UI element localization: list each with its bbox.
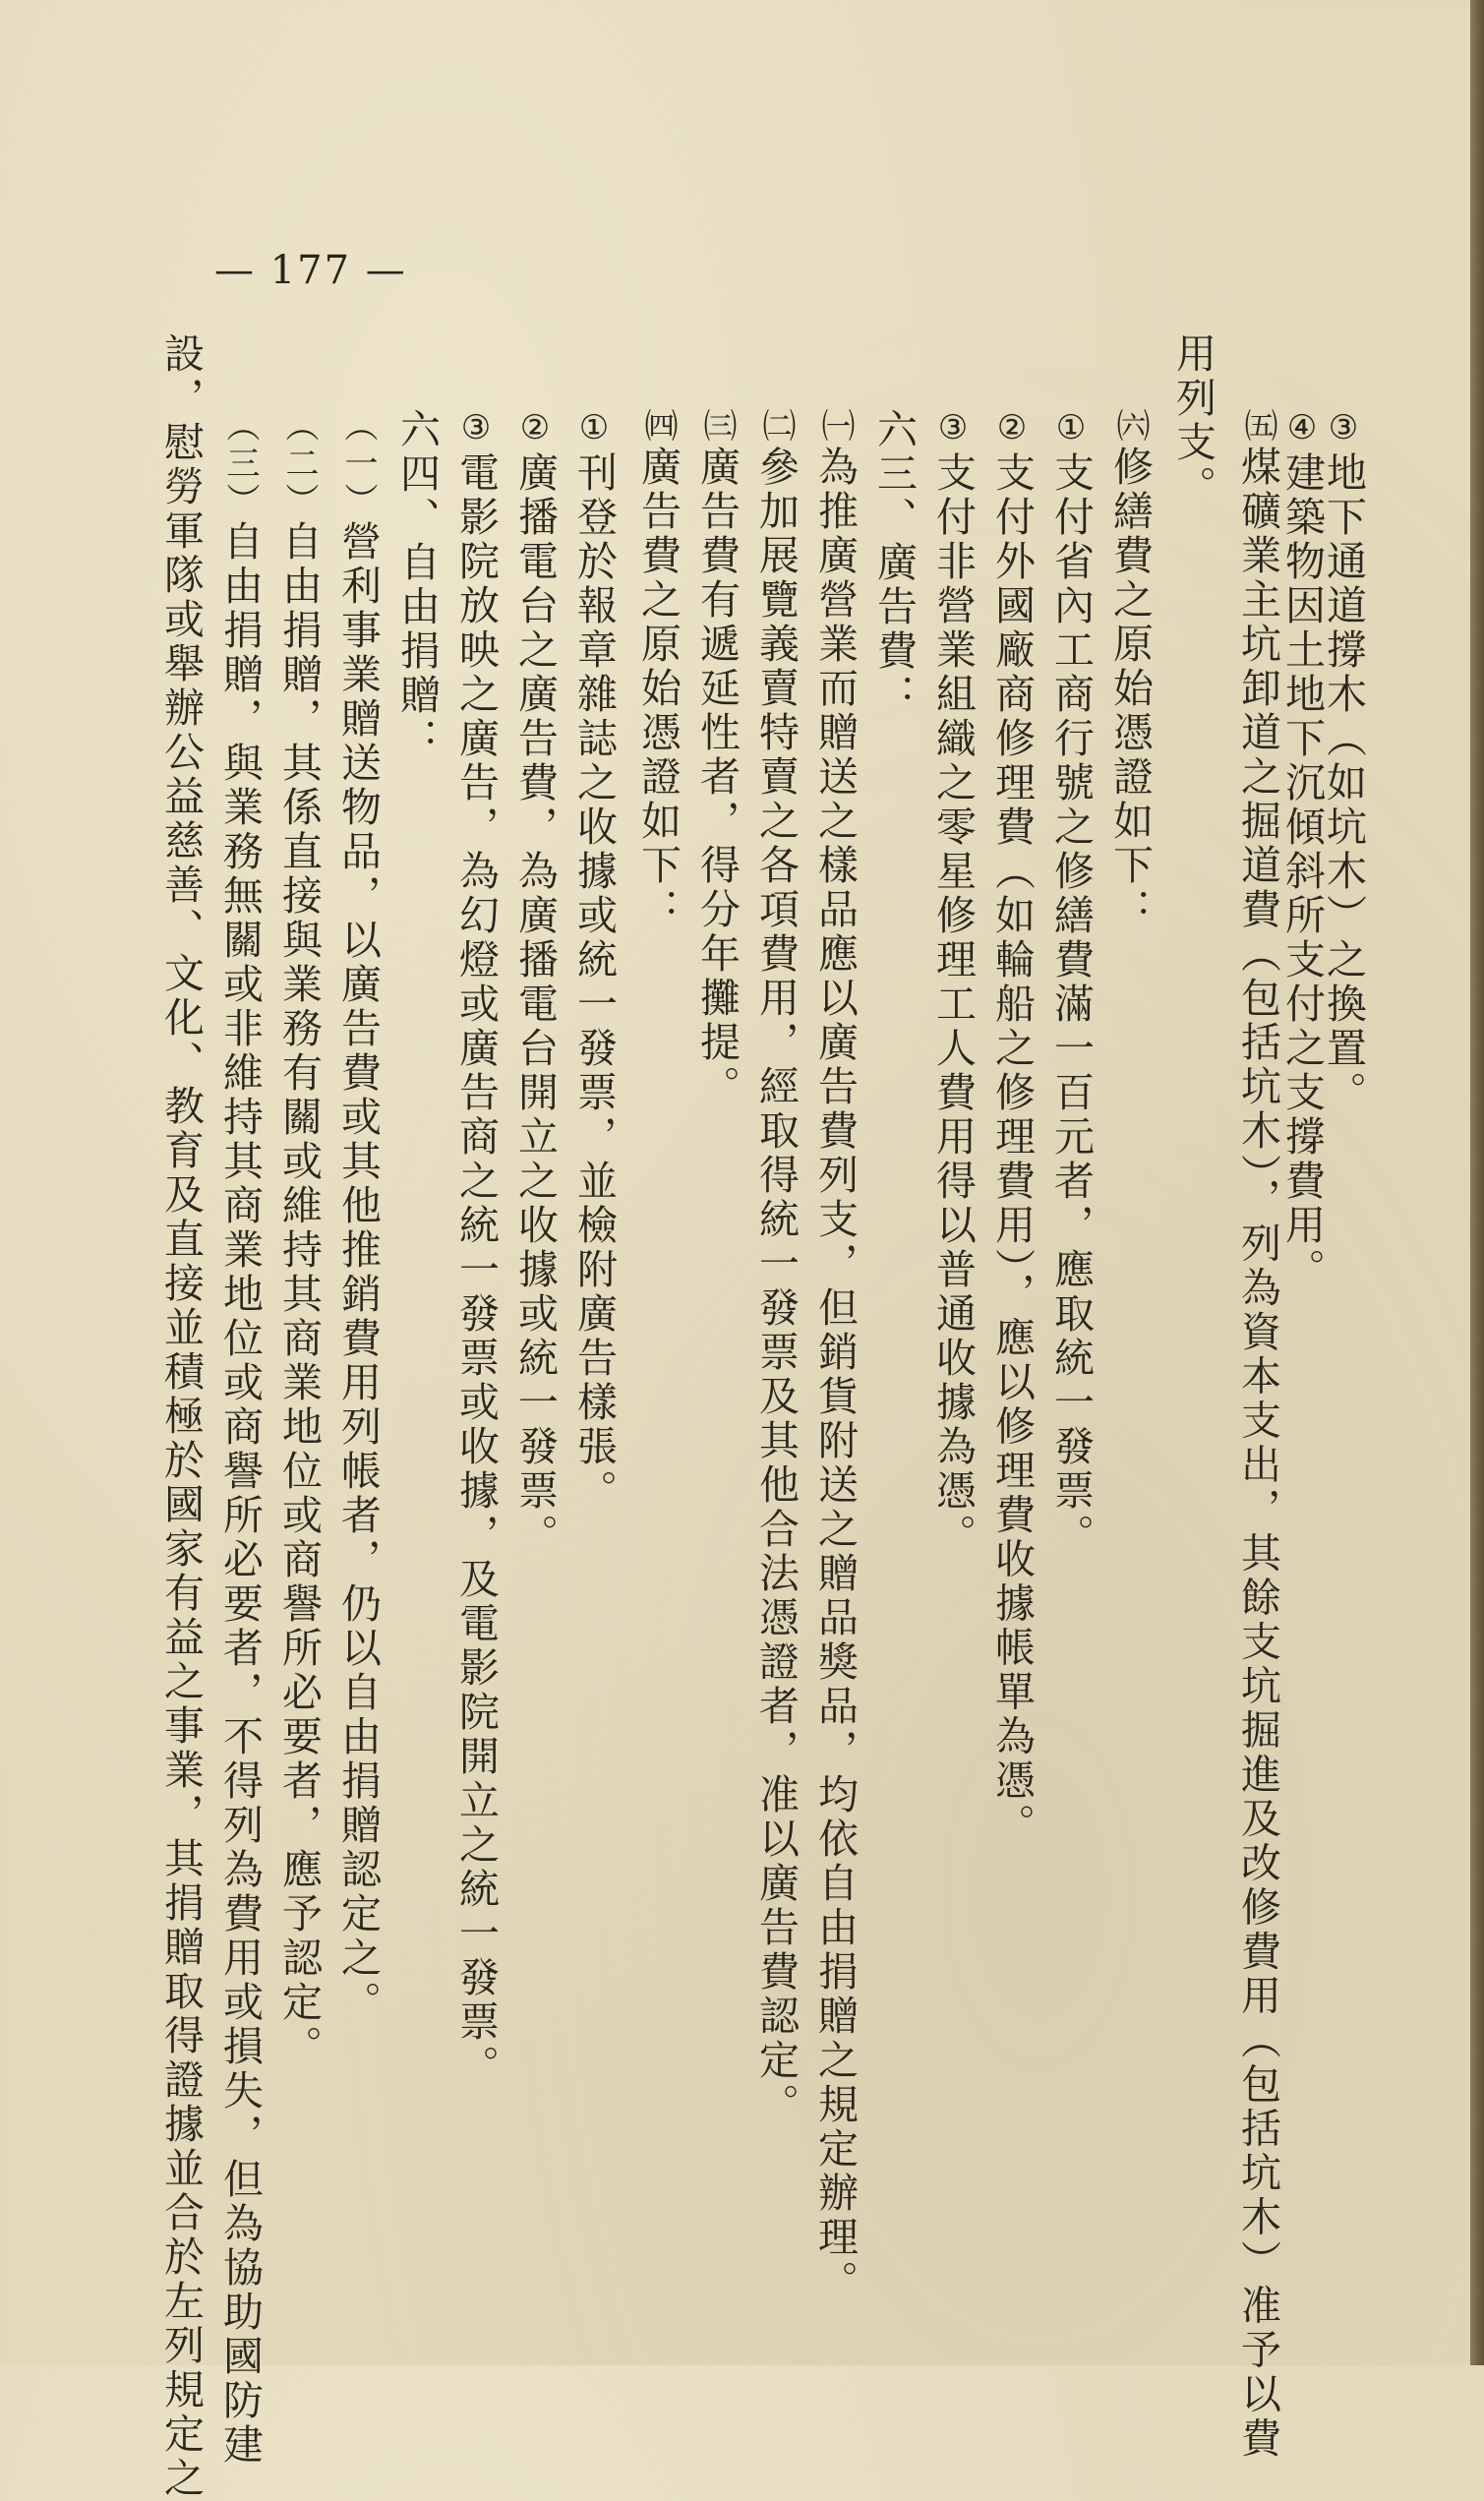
text-column-3	[1234, 408, 1281, 2462]
item-marker: ㈡	[756, 408, 796, 446]
text-column-21	[157, 332, 205, 2501]
column-text: 刊登於報章雜誌之收據或統一發票，並檢附廣告樣張。	[570, 451, 618, 1514]
item-marker: （三）	[220, 408, 260, 520]
item-marker: ③	[933, 408, 973, 451]
item-marker: ㈤	[1238, 408, 1277, 446]
column-text: 支付非營業組織之零星修理工人費用得以普通收據為憑。	[929, 451, 977, 1558]
item-marker: ④	[1282, 408, 1322, 451]
column-text: 電影院放映之廣告，為幻燈或廣告商之統一發票或收據，及電影院開立之統一發票。	[452, 451, 500, 2089]
text-column-7	[988, 408, 1036, 1848]
column-text: 設，慰勞軍隊或舉辦公益慈善、文化、教育及直接並積極於國家有益之事業，其捐贈取得證據並合於左列規定之	[157, 332, 205, 2501]
column-text: 廣播電台之廣告費，為廣播電台開立之收據或統一發票。	[511, 451, 559, 1558]
text-column-5	[1106, 408, 1154, 932]
item-marker: ①	[574, 408, 614, 451]
item-marker: ③	[1324, 408, 1363, 451]
text-column-9-section-heading	[870, 408, 918, 718]
text-column-16	[452, 408, 500, 2089]
text-column-8	[929, 408, 977, 1558]
text-column-17-section-heading	[393, 408, 441, 762]
column-text: 地下通道撐木（如坑木）之換置。	[1320, 451, 1367, 1115]
text-column-19	[275, 408, 323, 2069]
column-text: 煤礦業主坑卸道之掘道費（包括坑木），列為資本支出，其餘支坑掘進及改修費用（包括坑木）准予以費	[1234, 446, 1281, 2462]
column-text: 用列支。	[1169, 332, 1217, 509]
section-heading: 六三、廣告費：	[870, 408, 918, 718]
column-text: 廣告費有遞延性者，得分年攤提。	[693, 446, 741, 1109]
item-marker: ㈢	[697, 408, 737, 446]
text-column-18	[334, 408, 382, 2025]
item-marker: ㈠	[815, 408, 855, 446]
item-marker: ①	[1051, 408, 1091, 451]
item-marker: ②	[992, 408, 1032, 451]
item-marker: （二）	[279, 408, 319, 520]
text-column-2	[1278, 408, 1326, 1292]
page-edge	[1470, 0, 1484, 2365]
column-text: 營利事業贈送物品，以廣告費或其他推銷費用列帳者，仍以自由捐贈認定之。	[334, 520, 382, 2025]
text-column-20	[216, 408, 264, 2468]
text-column-14	[570, 408, 618, 1514]
text-column-11	[752, 408, 800, 2127]
item-marker: ③	[456, 408, 496, 451]
column-text: 廣告費之原始憑證如下：	[634, 446, 682, 932]
text-column-6	[1047, 408, 1095, 1558]
column-text: 自由捐贈，其係直接與業務有關或維持其商業地位或商譽所必要者，應予認定。	[275, 520, 323, 2069]
item-marker: （一）	[338, 408, 378, 520]
text-column-1	[1320, 408, 1367, 1115]
column-text: 參加展覽義賣特賣之各項費用，經取得統一發票及其他合法憑證者，准以廣告費認定。	[752, 446, 800, 2127]
item-marker: ㈣	[638, 408, 678, 446]
column-text: 支付外國廠商修理費（如輪船之修理費用），應以修理費收據帳單為憑。	[988, 451, 1036, 1848]
column-text: 支付省內工商行號之修繕費滿一百元者，應取統一發票。	[1047, 451, 1095, 1558]
text-column-15	[511, 408, 559, 1558]
column-text: 自由捐贈，與業務無關或非維持其商業地位或商譽所必要者，不得列為費用或損失，但為協助國防建	[216, 520, 264, 2468]
text-column-13	[634, 408, 682, 932]
column-text: 修繕費之原始憑證如下：	[1106, 446, 1154, 932]
column-text: 為推廣營業而贈送之樣品應以廣告費列支，但銷貨附送之贈品獎品，均依自由捐贈之規定辦理。	[811, 446, 859, 2304]
column-text: 建築物因土地下沉傾斜所支付之支撐費用。	[1278, 451, 1326, 1292]
text-column-10	[811, 408, 859, 2304]
item-marker: ②	[515, 408, 555, 451]
item-marker: ㈥	[1110, 408, 1150, 446]
page-number: — 177 —	[214, 248, 407, 293]
text-column-4	[1169, 332, 1217, 509]
section-heading: 六四、自由捐贈：	[393, 408, 441, 762]
text-column-12	[693, 408, 741, 1109]
